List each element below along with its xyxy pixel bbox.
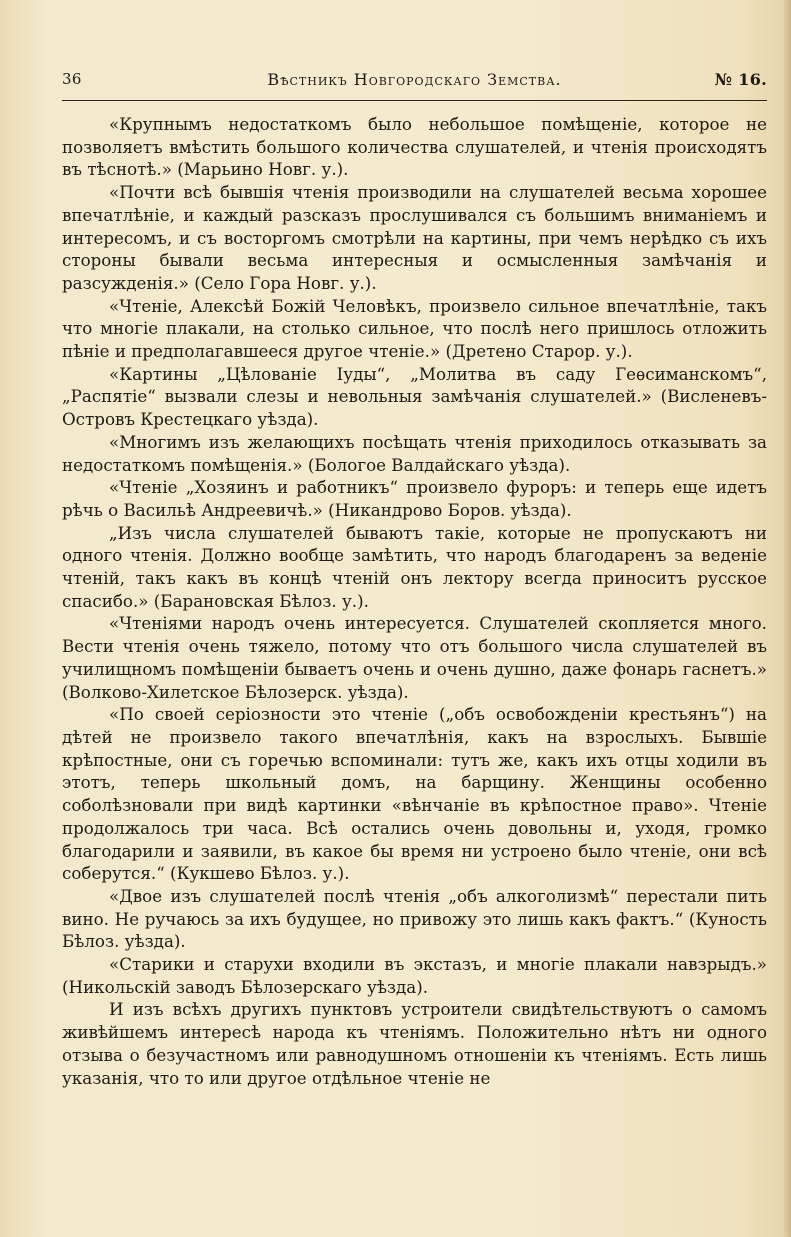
paragraph: «Почти всѣ бывшія чтенія производили на слушателей весьма хорошее впечатлѣніе, и каждый разсказъ прослушивался съ большимъ вниманіемъ и интересомъ, и съ восторгомъ смотрѣли на картины, при чемъ нерѣдко съ ихъ стороны бывали весьма интересныя и осмысленныя замѣчанія и разсужденія.» (Село Гора Новг. у.). (62, 182, 767, 293)
page-edge-shadow (783, 0, 791, 1237)
paragraph: «Старики и старухи входили въ экстазъ, и многіе плакали навзрыдъ.» (Никольскій заводъ Бѣлозерскаго уѣзда). (62, 954, 767, 997)
paragraph: «Крупнымъ недостаткомъ было небольшое помѣщеніе, которое не позволяетъ вмѣстить большого количества слушателей, и чтенія происходятъ въ тѣснотѣ.» (Марьино Новг. у.). (62, 114, 767, 180)
paragraph: «По своей серіозности это чтеніе („объ освобожденіи крестьянъ“) на дѣтей не произвело такого впечатлѣнія, какъ на взрослыхъ. Бывшіе крѣпостные, они съ горечью вспоминали: тутъ же, какъ ихъ отцы ходили въ этотъ, теперь школьный домъ, на барщину. Женщины особенно соболѣзновали при видѣ картинки «вѣнчаніе въ крѣпостное право». Чтеніе продолжалось три часа. Всѣ остались очень довольны и, уходя, громко благодарили и заявили, въ какое бы время ни устроено было чтеніе, они всѣ соберутся.“ (Кукшево Бѣлоз. у.). (62, 704, 767, 884)
paragraph: «Двое изъ слушателей послѣ чтенія „объ алкоголизмѣ“ перестали пить вино. Не ручаюсь за ихъ будущее, но привожу это лишь какъ фактъ.“ (Куность Бѣлоз. уѣзда). (62, 885, 767, 952)
page-number: 36 (62, 70, 82, 88)
running-header (62, 70, 767, 104)
paragraph: «Чтеніе, Алексѣй Божій Человѣкъ, произвело сильное впечатлѣніе, такъ что многіе плакали, на столько сильное, что послѣ него пришлось отложить пѣніе и предполагавшееся другое чтеніе.» (Дретено Старор. у.). (62, 295, 767, 362)
issue-number: № 16. (714, 70, 767, 89)
paragraph: «Картины „Цѣлованіе Іуды“, „Молитва въ саду Геѳсиманскомъ“, „Распятіе“ вызвали слезы и невольныя замѣчанія слушателей.» (Висленевъ-Островъ Крестецкаго уѣзда). (62, 363, 767, 430)
header-rule (62, 100, 767, 101)
paragraph: И изъ всѣхъ другихъ пунктовъ устроители свидѣтельствуютъ о самомъ живѣйшемъ интересѣ народа къ чтеніямъ. Положительно нѣтъ ни одного отзыва о безучастномъ или равнодушномъ отношеніи къ чтеніямъ. Есть лишь указанія, что то или другое отдѣльное чтеніе не (62, 999, 767, 1088)
paragraph: «Чтеніе „Хозяинъ и работникъ“ произвело фуроръ: и теперь еще идетъ рѣчь о Васильѣ Андреевичѣ.» (Никандрово Боров. уѣзда). (62, 477, 767, 520)
paragraph: «Многимъ изъ желающихъ посѣщать чтенія приходилось отказывать за недостаткомъ помѣщенія.» (Бологое Валдайскаго уѣзда). (62, 431, 767, 475)
journal-title: Вѣстникъ Новгородскаго Земства. (267, 70, 562, 89)
paragraph: „Изъ числа слушателей бываютъ такіе, которые не пропускаютъ ни одного чтенія. Должно вообще замѣтить, что народъ благодаренъ за веденіе чтеній, такъ какъ въ концѣ чтеній онъ лектору всегда приноситъ русское спасибо.» (Барановская Бѣлоз. у.). (62, 522, 767, 611)
paragraph: «Чтеніями народъ очень интересуется. Слушателей скопляется много. Вести чтенія очень тяжело, потому что отъ большого числа слушателей въ училищномъ помѣщеніи бываетъ очень и очень душно, даже фонарь гаснетъ.» (Волково-Хилетское Бѣлозерск. уѣзда). (62, 613, 767, 702)
body-text (62, 113, 767, 1089)
